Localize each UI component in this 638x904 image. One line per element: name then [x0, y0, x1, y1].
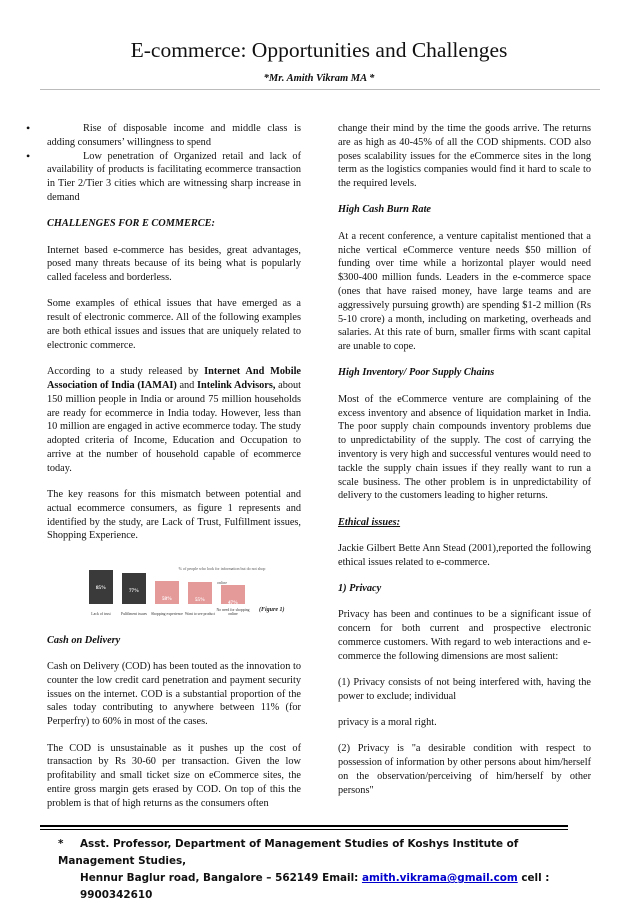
paragraph: At a recent conference, a venture capitalist mentioned that a niche vertical eCommerce venture needs $50 million of funding over time while a horizontal player would need $300-400 million funds. Leaders in the e-commerce space (ones that have raised money, have large teams and are aggressively pursuing growth) are spending $1-2 million (Rs 5-10 crore) a month, including on marketing, overheads and salaries. At this rate of burn, smaller firms with scant capital are unable to cope.: [338, 230, 591, 353]
paragraph: The COD is unsustainable as it pushes up the cost of transaction by Rs 30-60 per transaction. Given the low profitability and small ticket size on eCommerce sites, the entire gross margin gets erased by COD. On top of this the problem is that of high returns as the consumers often: [47, 742, 301, 809]
text-run: and: [176, 379, 197, 391]
paragraph: Internet based e-commerce has besides, great advantages, posed many threats because of its being what is popularly called faceless and borderless.: [47, 244, 301, 284]
bullet-lead: Rise of disposable income and middle class is: [83, 123, 301, 134]
text-run: about 150 million people in India or around 75 million households are ready for ecommerce in India today. However, less than 10 million are engaged in active ecommerce today. The study adopted criteria of Income, Education and Occupation to arrive at the number of household capable of ecommerce today.: [47, 379, 301, 474]
figure-bar-label: Shopping experience: [151, 611, 183, 616]
paragraph: (1) Privacy consists of not being interfered with, having the power to exclude; individual: [338, 677, 591, 702]
figure-bar: [188, 582, 212, 604]
paragraph: Cash on Delivery (COD) has been touted as the innovation to counter the low credit card penetration and payment security issues on the internet. COD is a substantial proportion of the sales today contributing to anywhere between 11% (for Perperfry) to 60% in most of the cases.: [47, 661, 301, 728]
ethical-heading: Ethical issues:: [338, 516, 401, 528]
paragraph: Some examples of ethical issues that have emerged as a result of electronic commerce. All of the following examples are both ethical issues and issues that are uniquely related to electronic commerce.: [47, 298, 301, 351]
paragraph: Most of the eCommerce venture are complaining of the excess inventory and absence of liquidation market in India. The poor supply chain compounds inventory problems due to unpredictability of the supply. The cost of carrying the inventory is very high and successful ventures would need to tackle the supply chain issues if they really want to run a scale business. The other problem is in unpredictability of delivery to the customers leading to higher returns.: [338, 393, 591, 502]
cod-heading: Cash on Delivery: [47, 634, 121, 646]
left-column: [47, 122, 301, 823]
figure-bar: [89, 570, 113, 604]
cash-burn-heading: High Cash Burn Rate: [338, 204, 431, 216]
bullet-rest: adding consumers’ willingness to spend: [47, 136, 211, 148]
figure-bar: [221, 585, 245, 604]
affiliation-line: Asst. Professor, Department of Management Studies of Koshys Institute of Management Studies,: [58, 838, 519, 867]
paragraph: The key reasons for this mismatch between potential and actual ecommerce consumers, as figure 1 represents and identified by the study, are Lack of Trust, Fulfillment issues, Shopping Experience.: [47, 489, 301, 542]
paragraph: change their mind by the time the goods arrive. The returns are as high as 40-45% of all the COD shipments. COD also poses scalability issues for the eCommerce sites in the long term as the logistics companies would find it hard to scale to the required levels.: [338, 123, 591, 190]
footer-divider: [40, 825, 568, 827]
figure-bar-label: Want to see product: [184, 611, 216, 616]
email-link[interactable]: amith.vikrama@gmail.com: [361, 872, 518, 884]
right-column: [338, 122, 591, 810]
footer-divider-thin: [40, 829, 568, 830]
inventory-heading: High Inventory/ Poor Supply Chains: [338, 367, 495, 379]
figure-bar-value: 77%: [129, 588, 139, 594]
figure-bar-value: 47%: [228, 600, 238, 606]
figure-bar: [122, 573, 146, 604]
paragraph-iamai: [47, 365, 301, 475]
figure-bar-label: No need for shopping online: [216, 607, 250, 616]
bullet-lead: Low penetration of Organized retail and lack of: [83, 150, 301, 162]
bullet-item: [47, 122, 301, 150]
text-run: According to a study released by: [47, 366, 205, 378]
figure-bar-value: 55%: [195, 597, 205, 603]
intelink-name: Intelink Advisors,: [196, 379, 276, 391]
figure-bar-label: Fulfilment issues: [120, 611, 148, 616]
bullet-rest: availability of products is facilitating ecommerce transaction in Tier 2/Tier 3 cities which are witnessing sharp increase in demand: [47, 164, 301, 203]
paper-title: E-commerce: Opportunities and Challenges: [130, 38, 508, 62]
figure-bar-value: 58%: [162, 596, 172, 602]
figure-caption: % of people who look for information but do not shop online: [178, 565, 266, 585]
figure-bar-value: 85%: [96, 585, 106, 591]
paragraph: Privacy has been and continues to be a significant issue of concern for both current and prospective electronic commerce customers. With regard to web interactions and e- commerce the following dimensions are most salient:: [338, 609, 591, 662]
address-line: Hennur Baglur road, Bangalore – 562149 Email:: [80, 872, 362, 884]
author-line: *Mr. Amith Vikram MA *: [263, 73, 375, 84]
figure-bar: [155, 581, 179, 604]
header-divider: [40, 89, 600, 90]
footnote-star: *: [58, 838, 64, 850]
phone-line: cell : 9900342610: [80, 872, 550, 901]
paragraph: (2) Privacy is "a desirable condition with respect to possession of information by other persons about him/herself on the observation/perceiving of him/herself by other persons": [338, 743, 591, 796]
author-affiliation-footnote: [58, 836, 598, 904]
privacy-heading: 1) Privacy: [338, 583, 382, 595]
paragraph: privacy is a moral right.: [338, 717, 437, 729]
figure-1-bar-chart: [87, 556, 285, 616]
paragraph: Jackie Gilbert Bette Ann Stead (2001),reported the following ethical issues related to e-commerce.: [338, 542, 591, 568]
iamai-name: Internet And Mobile Association of India (IAMAI): [47, 366, 302, 391]
bullet-item: [47, 150, 301, 205]
challenges-heading: CHALLENGES FOR E COMMERCE:: [47, 218, 215, 230]
figure-bar-label: Lack of trust: [91, 611, 111, 616]
figure-label: (Figure 1): [259, 606, 285, 613]
